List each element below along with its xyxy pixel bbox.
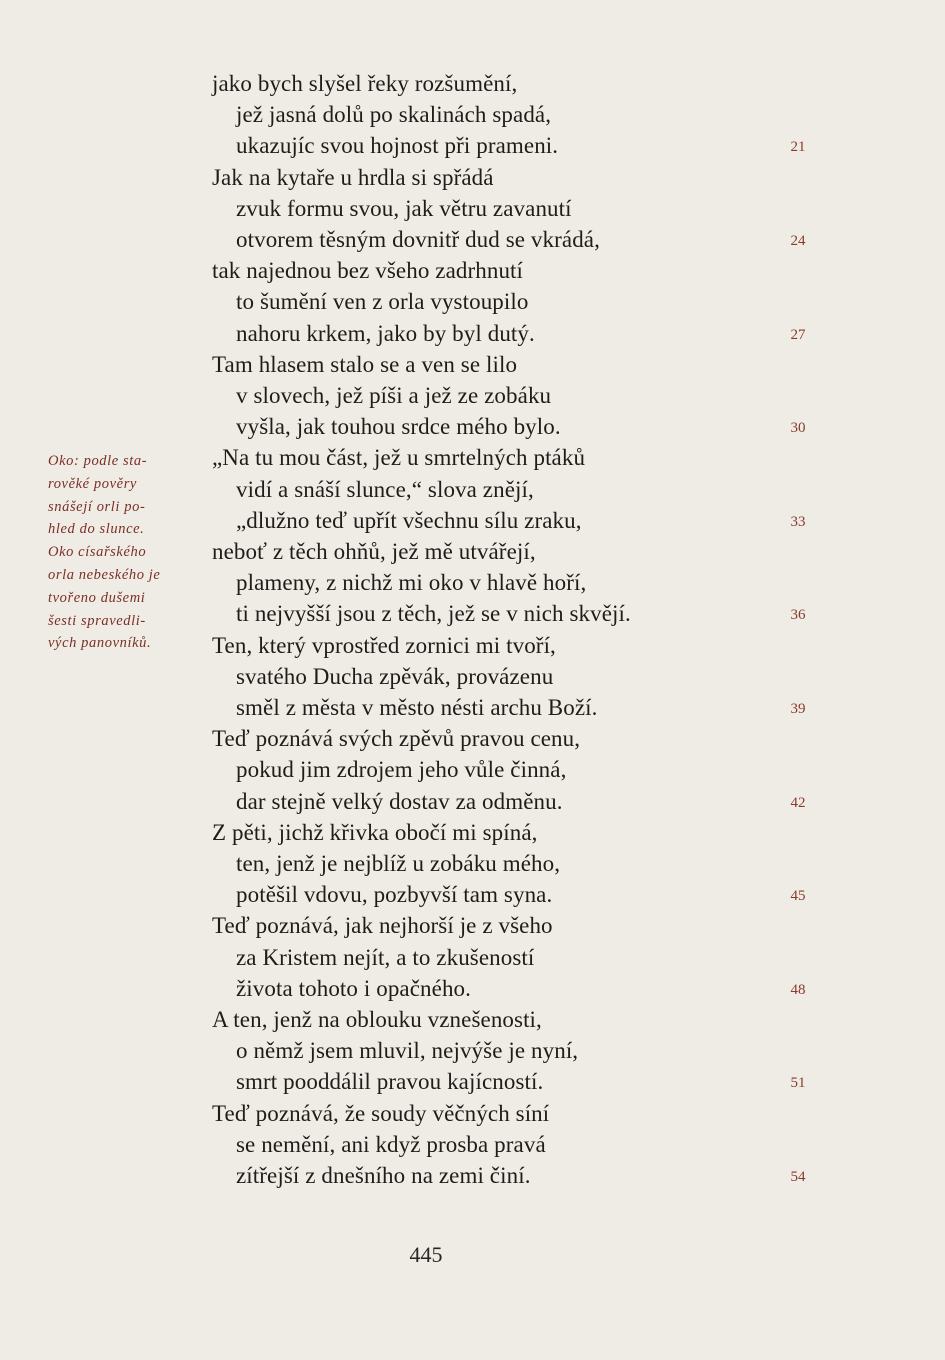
marginal-note-line: orla nebeského je: [48, 566, 161, 583]
verse-line: to šumění ven z orla vystoupilo: [236, 289, 529, 315]
verse-line: Tam hlasem stalo se a ven se lilo: [212, 351, 518, 377]
verse-line: neboť z těch ohňů, jež mě utvářejí,: [212, 539, 536, 564]
verse-line: pokud jim zdrojem jeho vůle činná,: [236, 757, 567, 783]
marginal-note-line: tvořeno dušemi: [48, 589, 146, 606]
verse-line: ukazujíc svou hojnost při prameni.: [236, 133, 559, 159]
verse-line: „dlužno teď upřít všechnu sílu zraku,: [236, 507, 582, 533]
marginal-note: [48, 450, 188, 655]
verse-line: Teď poznává, jak nejhorší je z všeho: [212, 913, 553, 939]
verse-line: jež jasná dolů po skalinách spadá,: [236, 102, 552, 128]
verse-line: dar stejně velký dostav za odměnu.: [236, 788, 563, 814]
page-number: 445: [409, 1242, 443, 1267]
verse-line: směl z města v město nésti archu Boží.: [236, 695, 598, 720]
line-number: 45: [790, 888, 806, 905]
verse-line: otvorem těsným dovnitř dud se vkrádá,: [236, 227, 600, 252]
line-number: 39: [790, 701, 806, 717]
marginal-note-line: Oko císařského: [48, 544, 147, 561]
line-number: 54: [790, 1169, 806, 1185]
verse-line: svatého Ducha zpěvák, provázenu: [236, 663, 554, 689]
line-number: 42: [790, 794, 806, 811]
verse-line: v slovech, jež píši a jež ze zobáku: [236, 383, 552, 408]
verse-line: života tohoto i opačného.: [236, 975, 471, 1001]
verse-line: „Na tu mou část, jež u smrtelných ptáků: [212, 445, 586, 471]
verse-line: plameny, z nichž mi oko v hlavě hoří,: [236, 570, 587, 596]
verse-line: Jak na kytaře u hrdla si spřádá: [212, 164, 494, 190]
marginal-note-line: Oko: podle sta-: [48, 453, 148, 469]
verse-line: smrt pooddálil pravou kajícností.: [236, 1069, 544, 1095]
verse-line: o němž jsem mluvil, nejvýše je nyní,: [236, 1038, 579, 1064]
verse-line: zítřejší z dnešního na zemi činí.: [236, 1163, 531, 1188]
verse-line: se nemění, ani když prosba pravá: [236, 1131, 546, 1157]
marginal-note-line: šesti spravedli-: [48, 612, 146, 629]
verse-line: jako bych slyšel řeky rozšumění,: [212, 71, 518, 96]
line-number: 48: [790, 981, 806, 998]
verse-line: potěšil vdovu, pozbyvší tam syna.: [236, 882, 553, 908]
verse-line: Ten, který vprostřed zornici mi tvoří,: [212, 632, 556, 658]
verse-line: Teď poznává, že soudy věčných síní: [212, 1100, 550, 1126]
marginal-note-line: rověké pověry: [48, 475, 137, 492]
verse-line: za Kristem nejít, a to zkušeností: [236, 944, 535, 970]
marginal-note-line: vých panovníků.: [48, 635, 152, 652]
verse-line: nahoru krkem, jako by byl dutý.: [236, 320, 535, 346]
line-number: 30: [790, 420, 806, 437]
line-number: 24: [790, 233, 806, 249]
verse-line: ten, jenž je nejblíž u zobáku mého,: [236, 851, 561, 876]
line-number: 27: [790, 326, 806, 343]
verse-line: vyšla, jak touhou srdce mého bylo.: [236, 414, 561, 440]
marginal-note-line: hled do slunce.: [48, 521, 145, 538]
verse-line: ti nejvyšší jsou z těch, jež se v nich skvějí.: [236, 601, 631, 627]
verse-line: Z pěti, jichž křivka obočí mi spíná,: [212, 819, 538, 845]
verse-line: tak najednou bez všeho zadrhnutí: [212, 258, 524, 284]
verse-line: zvuk formu svou, jak větru zavanutí: [236, 195, 572, 221]
verse-line: vidí a snáší slunce,“ slova znějí,: [236, 476, 534, 502]
line-number: 51: [790, 1075, 806, 1092]
verse-line: Teď poznává svých zpěvů pravou cenu,: [212, 726, 581, 752]
marginal-note-line: snášejí orli po-: [48, 498, 146, 515]
line-number: 36: [790, 607, 806, 624]
line-number: 21: [790, 139, 806, 156]
line-number: 33: [790, 513, 806, 530]
verse-line: A ten, jenž na oblouku vznešenosti,: [212, 1007, 542, 1032]
